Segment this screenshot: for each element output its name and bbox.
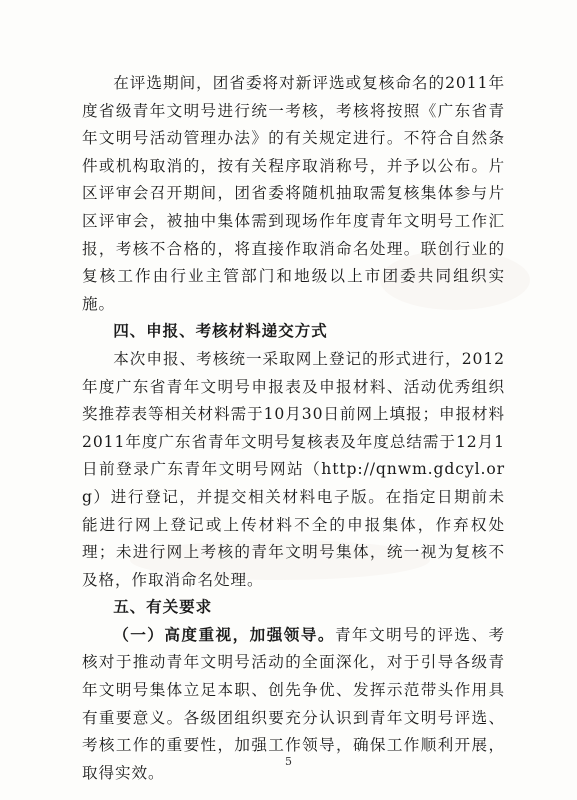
paragraph-leadership-text: 青年文明号的评选、考核对于推动青年文明号活动的全面深化，对于引导各级青年文明号集体立足本职、创先争优、发挥示范带头作用具有重要意义。各级团组织要充分认识到青年文明号评选、考核工作的重要性，加强工作领导，确保工作顺利开展，取得实效。 xyxy=(82,625,505,782)
section-heading-submission: 四、申报、考核材料递交方式 xyxy=(113,322,328,341)
paragraph-submission-method: 本次申报、考核统一采取网上登记的形式进行，2012年度广东省青年文明号申报表及申报材料、活动优秀组织奖推荐表等相关材料需于10月30日前网上填报；申报材料2011年度广东省青年文明号复核表及年度总结需于12月1日前登录广东青年文明号网站（http://qnwm.gdcyl.org）进行登记，并提交相关材料电子版。在指定日期前未能进行网上登记或上传材料不全的申报集体，作弃权处理；未进行网上考核的青年文明号集体，统一视为复核不及格，作取消命名处理。 xyxy=(82,349,505,589)
body-text xyxy=(82,70,505,787)
paragraph-evaluation-period: 在评选期间，团省委将对新评选或复核命名的2011年度省级青年文明号进行统一考核，考核将按照《广东省青年文明号活动管理办法》的有关规定进行。不符合自然条件或机构取消的，按有关程序取消称号，并予以公布。片区评审会召开期间，团省委将随机抽取需复核集体参与片区评审会，被抽中集体需到现场作年度青年文明号工作汇报，考核不合格的，将直接作取消命名处理。联创行业的复核工作由行业主管部门和地级以上市团委共同组织实施。 xyxy=(82,74,505,313)
page-number: 5 xyxy=(285,755,292,768)
section-heading-requirements: 五、有关要求 xyxy=(113,598,213,617)
subheading-leadership: （一）高度重视，加强领导。 xyxy=(113,625,335,644)
